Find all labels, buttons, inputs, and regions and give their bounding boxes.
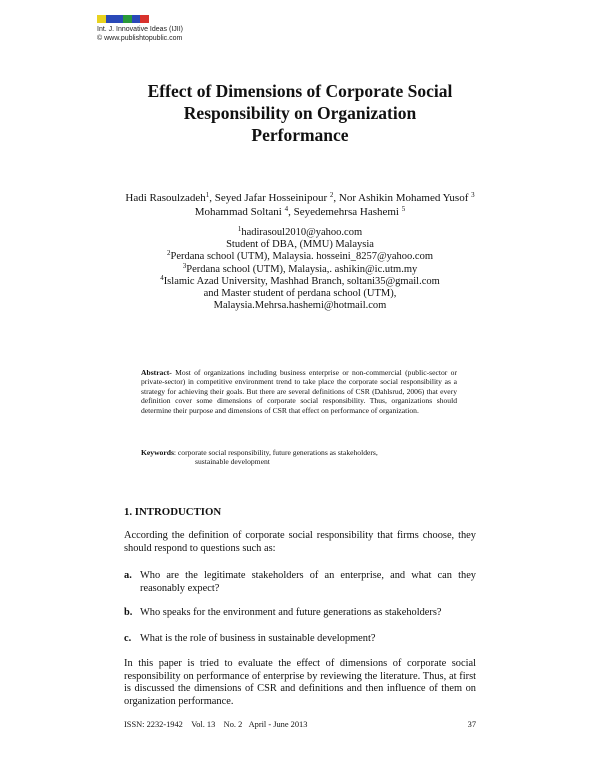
question-label: c. <box>124 633 132 644</box>
affil-sup: 1 <box>237 225 242 233</box>
affiliation-line <box>110 227 490 239</box>
logo-block <box>114 15 123 23</box>
page-footer <box>124 720 476 729</box>
question-label: b. <box>124 607 133 618</box>
journal-website: © www.publishtopublic.com <box>97 35 183 42</box>
title-line: Effect of Dimensions of Corporate Social <box>147 81 453 101</box>
affiliation-line <box>110 261 490 276</box>
author-name: Seyedemehrsa Hashemi <box>293 206 402 218</box>
author-name: Mohammad Soltani <box>194 206 285 218</box>
question-item <box>124 607 476 620</box>
title-line: Performance <box>251 125 349 145</box>
question-item <box>124 570 476 595</box>
intro-paragraph: According the definition of corporate social responsibility that firms choose, they should respond to questions such as: <box>124 530 476 554</box>
affiliation-line: Student of DBA, (MMU) Malaysia <box>226 239 374 251</box>
logo-block <box>140 15 149 23</box>
author-sup: 1 <box>205 191 210 199</box>
author-name: Seyed Jafar Hosseinipour <box>214 192 330 204</box>
footer-volume: Vol. 13 <box>191 720 216 729</box>
author-sup: 4 <box>284 205 289 213</box>
page-number: 37 <box>467 720 476 729</box>
affiliation-line <box>110 251 490 263</box>
keywords-line <box>141 448 457 457</box>
question-label: a. <box>124 570 132 581</box>
affil-sup: 2 <box>167 249 171 258</box>
journal-header <box>97 25 183 43</box>
abstract <box>141 368 457 415</box>
affiliations <box>110 227 490 312</box>
keywords-text: : corporate social responsibility, future generations as stakeholders, <box>173 448 378 457</box>
section-heading: 1. INTRODUCTION <box>124 506 222 518</box>
author-sup: 5 <box>401 205 406 213</box>
affiliation-line: and Master student of perdana school (UTM), <box>203 288 397 300</box>
logo-block <box>132 15 141 23</box>
affil-text: hadirasoul2010@yahoo.com <box>241 227 363 238</box>
title-line: Responsibility on Organization <box>183 103 417 123</box>
affiliation-line <box>110 273 490 288</box>
affil-sup: 3 <box>182 261 187 270</box>
keywords-line: sustainable development <box>195 457 270 467</box>
abstract-text: Most of organizations including business enterprise or non-commercial (public-sector or private-sector) in competitive environment trend to take place the corporate social responsibility as a strategy for achieving their goals. But there are several definitions of CSR (Dahlsrud, 2006) that every definition cover some dimensions of corporate social responsibility. Thus, organizations should determine their purpose and dimensions of CSR that effect on performance of organization. <box>141 368 457 415</box>
journal-logo <box>97 15 149 23</box>
logo-block <box>97 15 106 23</box>
question-text: What is the role of business in sustainable development? <box>140 633 376 644</box>
affil-text: Islamic Azad University, Mashhad Branch, soltani35@gmail.com <box>163 275 440 287</box>
question-text: Who speaks for the environment and future generations as stakeholders? <box>140 607 442 618</box>
author-sup: 2 <box>329 191 334 199</box>
question-item <box>124 633 476 646</box>
author-sup: 3 <box>471 191 475 199</box>
affil-text: Perdana school (UTM), Malaysia. hosseini_8257@yahoo.com <box>170 251 433 263</box>
author-name: Nor Ashikin Mohamed Yusof <box>338 192 472 204</box>
question-text: Who are the legitimate stakeholders of an enterprise, and what can they reasonably expect? <box>140 570 476 594</box>
journal-name: Int. J. Innovative Ideas (IJII) <box>97 26 183 33</box>
affil-sup: 4 <box>160 273 164 282</box>
keywords-label: Keywords <box>141 448 174 457</box>
affiliation-line: Malaysia.Mehrsa.hashemi@hotmail.com <box>213 300 387 312</box>
author-name: Hadi Rasoulzadeh <box>125 192 206 204</box>
footer-period: April - June 2013 <box>248 720 308 729</box>
abstract-label: Abstract- <box>141 368 172 377</box>
logo-block <box>106 15 115 23</box>
footer-issn: ISSN: 2232-1942 <box>124 720 183 729</box>
footer-number: No. 2 <box>223 720 243 729</box>
affil-text: Perdana school (UTM), Malaysia,. ashikin@ic.utm.my <box>186 263 418 275</box>
logo-block <box>123 15 132 23</box>
keywords <box>141 448 457 467</box>
paper-title <box>90 80 510 146</box>
author-list: Hadi Rasoulzadeh$^1$, Seyed Jafar Hosseinipour $^2$, Nor Ashikin Mohamed Yusof $^3$ Mohammad Soltani $^4$, Seyedemehrsa Hashemi $^5$ <box>125 191 475 218</box>
intro-paragraph: In this paper is tried to evaluate the effect of dimensions of corporate social responsibility on performance of enterprise by reviewing the literature. Thus, at first is discussed the dimensions of CSR and definitions and then influence of them on organization performance. <box>124 658 476 707</box>
